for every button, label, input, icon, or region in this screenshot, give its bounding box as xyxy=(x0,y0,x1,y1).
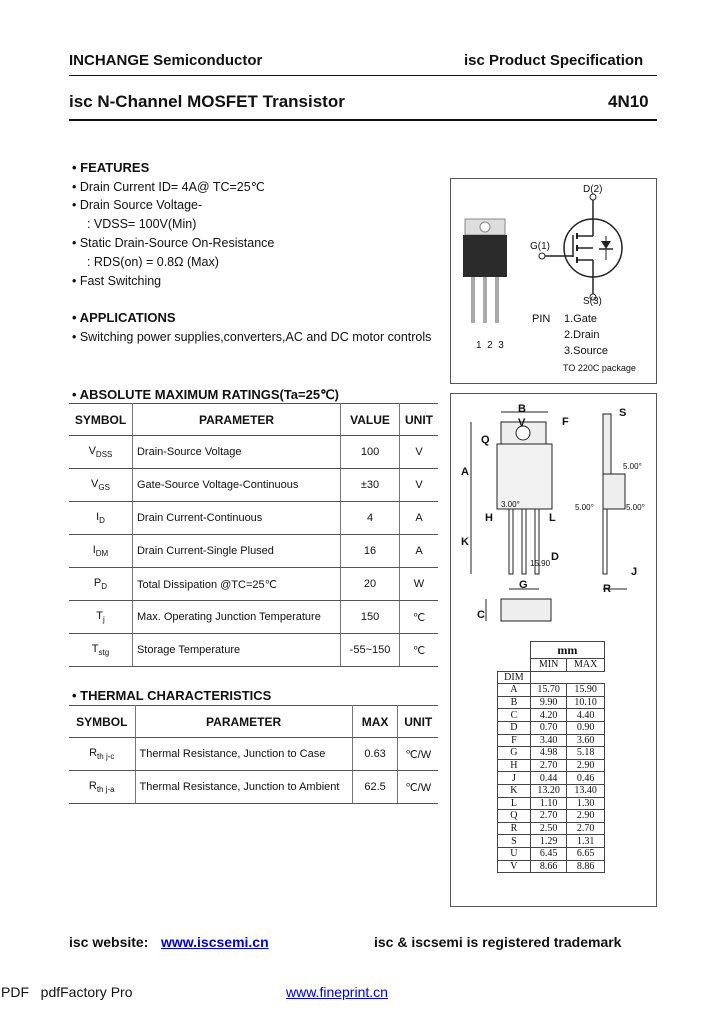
value-cell: 20 xyxy=(341,568,400,601)
value-cell: 100 xyxy=(341,436,400,469)
table-header-row xyxy=(498,642,605,659)
dim-label-R: R xyxy=(603,583,611,595)
table-header-row xyxy=(69,404,438,436)
max-cell: 3.60 xyxy=(567,734,605,747)
thermal-heading: • THERMAL CHARACTERISTICS xyxy=(72,688,272,703)
table-row xyxy=(69,601,438,634)
table-row xyxy=(69,502,438,535)
dim-cell: F xyxy=(498,734,531,747)
symbol-cell: $I_D$ xyxy=(69,502,132,535)
col-unit: UNIT xyxy=(399,404,438,436)
feature-line: • Drain Source Voltage- xyxy=(72,198,203,212)
table-row xyxy=(498,822,605,835)
table-row xyxy=(69,738,438,771)
col-parameter: PARAMETER xyxy=(132,404,340,436)
unit-cell: A xyxy=(399,502,438,535)
param-cell: Thermal Resistance, Junction to Case xyxy=(135,738,352,771)
dim-cell: B xyxy=(498,696,531,709)
dim-label-C: C xyxy=(477,609,485,621)
dim-cell: U xyxy=(498,847,531,860)
unit-cell: A xyxy=(399,535,438,568)
dim-label-H: H xyxy=(485,512,493,524)
features-heading: • FEATURES xyxy=(72,160,150,175)
dim-cell: D xyxy=(498,721,531,734)
min-cell: 4.98 xyxy=(530,747,567,760)
min-cell: 2.70 xyxy=(530,810,567,823)
dim-label-F: F xyxy=(562,416,569,428)
unit-cell: V xyxy=(399,469,438,502)
min-cell: 15.70 xyxy=(530,684,567,697)
table-row xyxy=(498,835,605,848)
symbol-cell: $R_{th j-c}$ xyxy=(69,738,135,771)
table-row xyxy=(498,721,605,734)
max-cell: 2.90 xyxy=(567,759,605,772)
min-cell: 8.66 xyxy=(530,860,567,873)
dim-label-G: G xyxy=(519,579,528,591)
max-cell: 15.90 xyxy=(567,684,605,697)
min-cell: 1.10 xyxy=(530,797,567,810)
table-row xyxy=(498,734,605,747)
website-label: isc website: xyxy=(69,934,149,950)
col-value: VALUE xyxy=(341,404,400,436)
symbol-cell: $V_{DSS}$ xyxy=(69,436,132,469)
col-parameter: PARAMETER xyxy=(135,706,352,738)
min-cell: 3.40 xyxy=(530,734,567,747)
dim-cell: K xyxy=(498,784,531,797)
dim-label-B: B xyxy=(518,403,526,415)
table-row xyxy=(69,469,438,502)
col-unit: UNIT xyxy=(398,706,438,738)
table-row xyxy=(498,860,605,873)
table-row xyxy=(498,797,605,810)
pin-3: 3.Source xyxy=(564,345,609,357)
website-link[interactable]: www.iscsemi.cn xyxy=(161,934,269,950)
dim-cell: V xyxy=(498,860,531,873)
applications-heading: • APPLICATIONS xyxy=(72,310,176,325)
angle-label: 5.00° xyxy=(575,503,594,512)
feature-line: • Drain Current ID= 4A@ TC=25℃ xyxy=(72,180,265,194)
pin-1: 1.Gate xyxy=(564,313,598,325)
drain-label: D(2) xyxy=(583,184,603,195)
min-cell: 6.45 xyxy=(530,847,567,860)
dim-cell: G xyxy=(498,747,531,760)
param-cell: Drain Current-Continuous xyxy=(132,502,340,535)
dim-cell: R xyxy=(498,822,531,835)
unit-cell: ℃/W xyxy=(398,738,438,771)
min-cell: 13.20 xyxy=(530,784,567,797)
col-symbol: SYMBOL xyxy=(69,404,132,436)
max-cell: 0.90 xyxy=(567,721,605,734)
value-cell: 62.5 xyxy=(352,771,398,804)
dim-cell: L xyxy=(498,797,531,810)
unit-cell: ℃ xyxy=(399,601,438,634)
value-cell: -55~150 xyxy=(341,634,400,667)
dim-value-label: 15.90 xyxy=(530,559,551,568)
min-cell: 0.44 xyxy=(530,772,567,785)
page-title: isc N-Channel MOSFET Transistor xyxy=(69,92,345,111)
symbol-cell: $T_{stg}$ xyxy=(69,634,132,667)
unit-header: mm xyxy=(530,642,604,659)
feature-line: : RDS(on) = 0.8Ω (Max) xyxy=(80,255,219,269)
fineprint-link[interactable]: www.fineprint.cn xyxy=(286,984,388,1000)
abs-max-heading: • ABSOLUTE MAXIMUM RATINGS(Ta=25℃) xyxy=(72,387,340,402)
source-label: S(3) xyxy=(583,296,602,307)
dimensions-table xyxy=(497,641,605,873)
gate-label: G(1) xyxy=(530,241,550,252)
table-row xyxy=(69,634,438,667)
param-cell: Gate-Source Voltage-Continuous xyxy=(132,469,340,502)
min-cell: 0.70 xyxy=(530,721,567,734)
max-cell: 2.90 xyxy=(567,810,605,823)
abs-max-table xyxy=(69,403,438,667)
min-header: MIN xyxy=(530,659,567,672)
param-cell: Max. Operating Junction Temperature xyxy=(132,601,340,634)
trademark-text: isc & iscsemi is registered trademark xyxy=(374,934,622,950)
unit-cell: W xyxy=(399,568,438,601)
spec-label: isc Product Specification xyxy=(464,52,644,69)
table-row xyxy=(498,784,605,797)
value-cell: 0.63 xyxy=(352,738,398,771)
angle-label: 5.00° xyxy=(623,462,642,471)
table-row xyxy=(69,771,438,804)
param-cell: Storage Temperature xyxy=(132,634,340,667)
max-cell: 13.40 xyxy=(567,784,605,797)
param-cell: Drain-Source Voltage xyxy=(132,436,340,469)
dim-label-S: S xyxy=(619,407,627,419)
max-cell: 8.86 xyxy=(567,860,605,873)
dim-label-L: L xyxy=(549,512,556,524)
table-row xyxy=(498,759,605,772)
table-row xyxy=(498,684,605,697)
min-cell: 4.20 xyxy=(530,709,567,722)
symbol-cell: $P_D$ xyxy=(69,568,132,601)
package-box xyxy=(450,178,657,384)
dim-label-Q: Q xyxy=(481,434,490,446)
max-cell: 1.30 xyxy=(567,797,605,810)
angle-label: 3.00° xyxy=(501,500,520,509)
package-illustration xyxy=(451,179,656,383)
pdf-factory-label: PDF pdfFactory Pro xyxy=(1,984,133,1000)
max-cell: 2.70 xyxy=(567,822,605,835)
param-cell: Thermal Resistance, Junction to Ambient xyxy=(135,771,352,804)
dim-cell: DIM xyxy=(498,671,531,684)
dim-label-V: V xyxy=(518,417,526,429)
thermal-table xyxy=(69,705,438,804)
table-header-row xyxy=(69,706,438,738)
symbol-cell: $I_{DM}$ xyxy=(69,535,132,568)
param-cell: Drain Current-Single Plused xyxy=(132,535,340,568)
symbol-cell: $R_{th j-a}$ xyxy=(69,771,135,804)
max-cell: 4.40 xyxy=(567,709,605,722)
dim-cell: J xyxy=(498,772,531,785)
angle-label: 5.00° xyxy=(626,503,645,512)
dim-col-empty xyxy=(498,642,531,672)
dim-label-D: D xyxy=(551,551,559,563)
pin-2: 2.Drain xyxy=(564,329,600,341)
pin-label: PIN xyxy=(532,313,551,325)
table-row xyxy=(498,847,605,860)
table-row xyxy=(498,671,605,684)
part-number: 4N10 xyxy=(608,92,649,111)
feature-line: : VDSS= 100V(Min) xyxy=(80,217,197,231)
package-name: TO 220C package xyxy=(563,363,636,373)
table-row xyxy=(69,436,438,469)
dim-label-J: J xyxy=(631,566,638,578)
symbol-cell: $V_{GS}$ xyxy=(69,469,132,502)
table-row xyxy=(498,810,605,823)
unit-cell: V xyxy=(399,436,438,469)
table-row xyxy=(69,535,438,568)
max-cell: 1.31 xyxy=(567,835,605,848)
table-row xyxy=(498,772,605,785)
feature-line: • Fast Switching xyxy=(72,274,162,288)
table-row xyxy=(498,747,605,760)
param-cell: Total Dissipation @TC=25℃ xyxy=(132,568,340,601)
value-cell: 150 xyxy=(341,601,400,634)
unit-cell: ℃/W xyxy=(398,771,438,804)
min-cell: 2.70 xyxy=(530,759,567,772)
header-rule-thin xyxy=(69,75,657,76)
value-cell: ±30 xyxy=(341,469,400,502)
value-cell: 16 xyxy=(341,535,400,568)
max-cell: 0.46 xyxy=(567,772,605,785)
dim-cell: H xyxy=(498,759,531,772)
max-cell: 10.10 xyxy=(567,696,605,709)
dim-cell: C xyxy=(498,709,531,722)
company-name: INCHANGE Semiconductor xyxy=(69,52,263,69)
unit-cell: ℃ xyxy=(399,634,438,667)
max-cell: 5.18 xyxy=(567,747,605,760)
value-cell: 4 xyxy=(341,502,400,535)
col-max: MAX xyxy=(352,706,398,738)
table-row xyxy=(498,696,605,709)
table-row xyxy=(69,568,438,601)
symbol-cell: $T_j$ xyxy=(69,601,132,634)
min-cell: 9.90 xyxy=(530,696,567,709)
feature-line: • Static Drain-Source On-Resistance xyxy=(72,236,275,250)
table-row xyxy=(498,709,605,722)
dim-label-A: A xyxy=(461,466,469,478)
min-cell: 2.50 xyxy=(530,822,567,835)
application-line: • Switching power supplies,converters,AC and DC motor controls xyxy=(72,330,432,344)
max-cell: 6.65 xyxy=(567,847,605,860)
max-header: MAX xyxy=(567,659,605,672)
pin-numbers: 1 2 3 xyxy=(476,340,504,351)
min-cell: 1.29 xyxy=(530,835,567,848)
header-rule-thick xyxy=(69,119,657,121)
dim-label-K: K xyxy=(461,536,469,548)
col-symbol: SYMBOL xyxy=(69,706,135,738)
dim-cell: A xyxy=(498,684,531,697)
dim-cell: Q xyxy=(498,810,531,823)
dim-cell: S xyxy=(498,835,531,848)
